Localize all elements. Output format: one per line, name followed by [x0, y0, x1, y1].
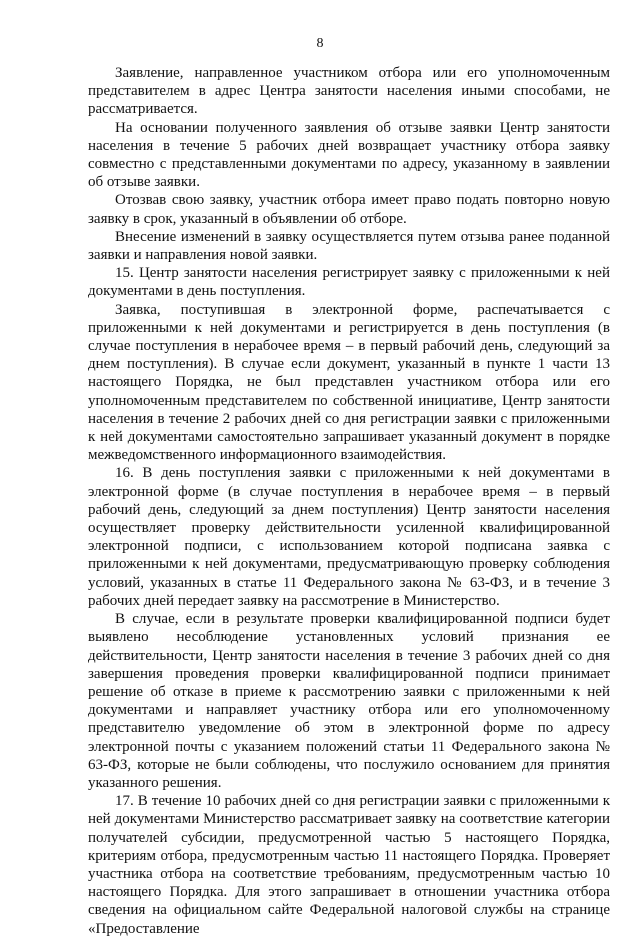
paragraph-resubmission-right: Отозвав свою заявку, участник отбора имеет право подать повторно новую заявку в срок, указанный в объявлении об отборе.	[88, 192, 610, 227]
paragraph-changes-to-application: Внесение изменений в заявку осуществляется путем отзыва ранее поданной заявки и направления новой заявки.	[88, 228, 610, 264]
paragraph-clause-16: 16. В день поступления заявки с приложенными к ней документами в электронной форме (в случае поступления в нерабочее время – в первый рабочий день, следующий за днем поступления) Центр занятости населения осуществляет проверку действительности усиленной квалифицированной электронной подписи, с использованием которой подписана заявка с приложенными к ней документами, предусматривающую проверку соблюдения условий, указанных в статье 11 Федерального закона № 63-ФЗ, и в течение 3 рабочих дней передает заявку на рассмотрение в Министерство.	[88, 465, 610, 609]
paragraph-signature-invalid: В случае, если в результате проверки квалифицированной подписи будет выявлено несоблюдение установленных условий признания ее действительности, Центр занятости населения в течение 3 рабочих дней со дня завершения проведения проверки квалифицированной подписи принимает решение об отказе в приеме к рассмотрению заявки с приложенными к ней документами и направляет участнику отбора или его уполномоченному представителю уведомление об этом в электронной форме по адресу электронной почты с указанием положений статьи 11 Федерального закона № 63-ФЗ, которые не были соблюдены, что послужило основанием для принятия указанного решения.	[88, 611, 610, 791]
paragraph-clause-15: 15. Центр занятости населения регистрирует заявку с приложенными к ней документами в день поступления.	[88, 265, 610, 300]
paragraph-clause-17: 17. В течение 10 рабочих дней со дня регистрации заявки с приложенными к ней документами Министерство рассматривает заявку на соответствие категории получателей субсидии, предусмотренной частью 5 настоящего Порядка, критериям отбора, предусмотренным частью 11 настоящего Порядка. Проверяет участника отбора на соответствие требованиям, предусмотренным частью 10 настоящего Порядка. Для этого запрашивает в отношении участника отбора сведения на официальном сайте Федеральной налоговой службы на странице «Предоставление	[88, 793, 610, 937]
paragraph-electronic-registration: Заявка, поступившая в электронной форме, распечатывается с приложенными к ней документами и регистрируется в день поступления (в случае поступления в нерабочее время – в первый рабочий день, следующий за днем поступления). В случае если документ, указанный в пункте 1 части 13 настоящего Порядка, не был представлен участником отбора или его уполномоченным представителем по собственной инициативе, Центр занятости населения в течение 2 рабочих дней со дня регистрации заявки с приложенными к ней документами самостоятельно запрашивает указанный документ в порядке межведомственного информационного взаимодействия.	[88, 301, 610, 464]
document-body	[88, 64, 610, 938]
paragraph-withdrawal-return: На основании полученного заявления об отзыве заявки Центр занятости населения в течение 5 рабочих дней возвращает участнику отбора заявку совместно с представленными документами по адресу, указанному в заявлении об отзыве заявки.	[88, 119, 610, 191]
page-number: 8	[316, 36, 324, 51]
paragraph-withdrawal-other-means: Заявление, направленное участником отбора или его уполномоченным представителем в адрес Центра занятости населения иными способами, не рассматривается.	[88, 65, 610, 118]
